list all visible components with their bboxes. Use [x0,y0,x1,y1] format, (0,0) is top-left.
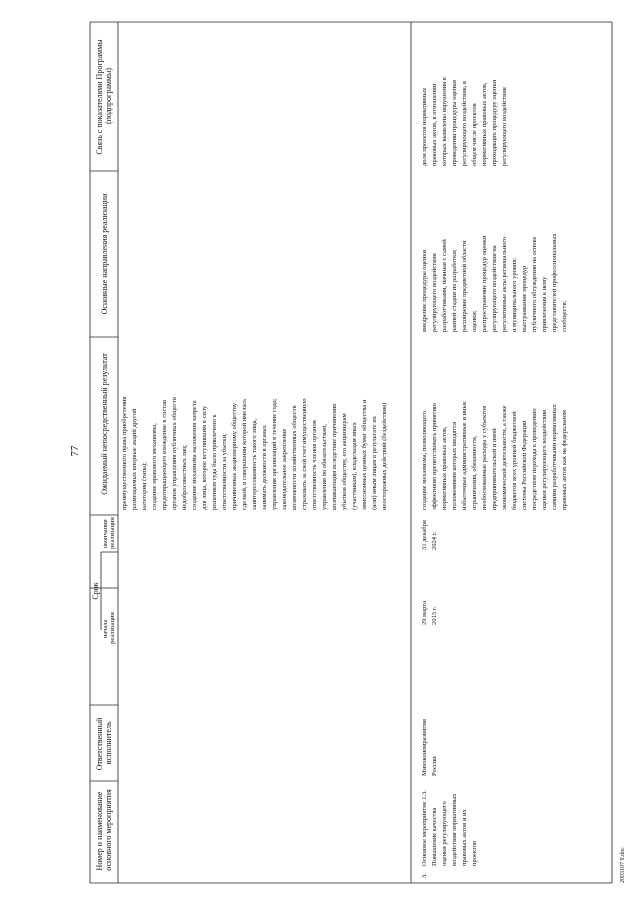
header-term: Срок [91,582,100,600]
table-header [91,37,116,870]
continued-result-text: преимущественного права приобретения размещаемых впервые акций другой категории (типа); создание правового механизма, предотвращающего вхождение в состав органов управления публичных обществ недобросовестных лиц; создание механизма наложения запрета для лица, которое вступившим в силу решением суда было привлечено к ответственности за убытки, причиненные акционерному обществу сделкой, в совершении которой имелась заинтересованность такого лица, занимать должности в органах управления организаций в течение года; законодательное закрепление возможности хозяйственных обществ страховать за свой счет имущественную ответственность членов органов управления по обязательствам, возникающим вследствие причинения убытков обществу, его акционерам (участникам), владельцам иных эмиссионных ценных бумаг общества и (или) иным лицам в результате их неосторожных действий (бездействия) [121,396,388,510]
header-number-name: Номер и наименование основного мероприятия [95,789,113,871]
header-expected-result: Ожидаемый непосредственный результат [100,353,109,495]
header-term-start: начала реализации [102,612,116,644]
header-indicators: Связь с показателями Программы (подпрограммы) [95,39,113,155]
header-executor: Ответственный исполнитель [95,717,113,771]
row-number: 3. [421,873,428,878]
row-end-date: 31 декабря 2024 г. [421,520,438,550]
page-number: 77 [69,445,81,457]
row-name: Основное мероприятие 1.3. Повышение качества оценки регулирующего воздействия нормативных правовых актов и их проектов [421,790,478,866]
footer-filename: 2003107 9.doc [620,847,626,883]
header-directions: Основные направления реализации [100,193,109,315]
row-start-date: 29 марта 2013 г. [421,600,438,625]
row-directions: внедрение процедуры оценки регулирующего воздействия разработчиками, начиная с самой ранней стадии их разработки; расширение предметной области оценки; распространение процедур оценки регулирующего воздействия на регулятивные акты регионального и муниципального уровня; выстраивание процедур публичного обсуждения на основе привлечения к нему представителей профессиональных сообществ; [421,233,568,332]
row-indicators: доля проектов нормативных правовых актов, в отношении которых выявлены нарушения в проведении процедуры оценки регулирующего воздействия, в общем числе проектов нормативных правовых актов, проходящих процедуру оценки регулирующего воздействия [421,77,508,166]
row-executor: Минэкономразвития России [421,719,438,776]
header-term-end: окончания реализации [102,517,116,549]
row-expected-result: создание механизма, позволяющего эффективно препятствовать принятию нормативных правовых актов, положениями которых вводятся избыточные административные и иные ограничения, обязанности, необоснованные расходы у субъектов предпринимательской и иной экономической деятельности, а также бюджетов всех уровней бюджетной системы Российской Федерации посредством перехода к проведению оценки регулирующего воздействия самими разработчиками нормативных правовых актов как на федеральном [421,401,568,510]
